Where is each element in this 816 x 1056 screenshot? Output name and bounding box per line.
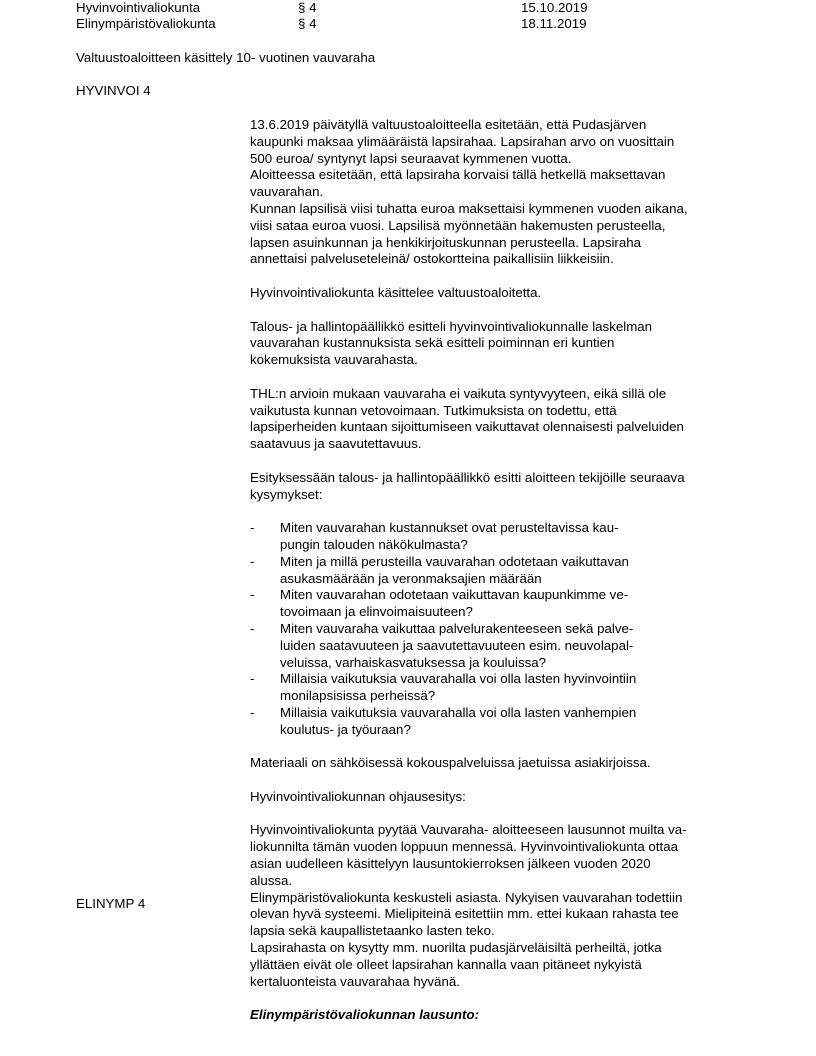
proposal-text: Hyvinvointivaliokunta pyytää Vauvaraha- aloitteeseen lausunnot muilta va- liokunnilta tämän vuoden loppuun mennessä. Hyvinvointivaliokunta ottaa asian uudelleen käsittelyyn lausuntokierroksen jälkeen vuoden 2020 alussa. [250,822,687,888]
header-body-2: Elinympäristövaliokunta [76,16,216,31]
list-item [250,554,740,588]
paragraph-calculation: Talous- ja hallintopäällikkö esitteli hyvinvointivaliokunnalle laskelman vauvarahan kustannuksista sekä esitteli poiminnan eri kuntien kokemuksista vauvarahasta. [250,318,653,368]
list-item [250,671,740,705]
bullet-dash: - [250,620,255,636]
paragraph-intro: 13.6.2019 päivätyllä valtuustoaloitteella esitetään, että Pudasjärven kaupunki maksaa ylimääräistä lapsirahaa. Lapsirahan arvo on vuosittain 500 euroa/ syntynyt lapsi seuraavat kymmenen vuotta. Aloitteessa esitetään, että lapsiraha korvaisi tällä hetkellä maksettavan vauvarahan. Kunnan lapsilisä viisi tuhatta euroa maksettaisi kymmenen vuoden aikana, viisi sataa euroa vuosi. Lapsilisä myönnetään hakemusten perusteella, lapsen asuinkunnan ja henkikirjoituskunnan perusteella. Lapsiraha annettaisi palveluseteleinä/ ostokortteina paikallisiin liikkeisiin. [250,117,688,267]
list-item [250,520,740,554]
paragraph-handling: Hyvinvointivaliokunta käsittelee valtuustoaloitetta. [250,284,542,300]
bullet-dash: - [250,520,255,536]
header-date-2: 18.11.2019 [521,16,587,31]
main-text-column [250,117,740,1024]
ref-hyvinvoi: HYVINVOI 4 [76,83,151,98]
bullet-dash: - [250,553,255,569]
bullet-dash: - [250,671,255,687]
list-item-text: Miten ja millä perusteilla vauvarahan odotetaan vaikuttavan asukasmäärään ja veronmaksajien määrään [280,553,629,586]
paragraph-materials: Materiaali on sähköisessä kokouspalveluissa jaetuissa asiakirjoissa. [250,755,651,771]
bullet-dash: - [250,704,255,720]
paragraph-thl: THL:n arvioin mukaan vauvaraha ei vaikuta syntyvyyteen, eikä sillä ole vaikutusta kunnan vetovoimaan. Tutkimuksista on todettu, että lapsiperheiden kuntaan sijoittumiseen vaikuttavat olennaisesti palveluiden saatavuus ja saavutettavuus. [250,385,684,452]
list-item [250,587,740,621]
list-item-text: Miten vauvarahan odotetaan vaikuttavan kaupunkimme ve- tovoimaan ja elinvoimaisuuteen? [280,587,629,620]
list-item-text: Miten vauvaraha vaikuttaa palvelurakenteeseen sekä palve- luiden saatavuuteen ja saavutettavuuteen esim. neuvolapal- veluissa, varhaiskasvatuksessa ja kouluissa? [280,620,634,670]
header-section-2: § 4 [298,16,317,31]
elinymp-text: Elinympäristövaliokunta keskusteli asiasta. Nykyisen vauvarahan todettiin olevan hyvä systeemi. Mielipiteinä esitettiin mm. ettei kukaan rahasta tee lapsia sekä kaupallistetaanko lasten teko. Lapsirahasta on kysytty mm. nuorilta pudasjärveläisiltä perheiltä, jotka yllättäen eivät ole olleet lapsirahan kannalla vaan pitäneet nykyistä kertaluonteista vauvarahaa hyvänä. [250,889,683,989]
proposal-heading: Hyvinvointivaliokunnan ohjausesitys: [250,788,466,804]
header-date-1: 15.10.2019 [521,0,588,15]
list-item-text: Millaisia vaikutuksia vauvarahalla voi olla lasten vanhempien koulutus- ja työuraan? [280,704,637,737]
list-item-text: Miten vauvarahan kustannukset ovat perusteltavissa kau- pungin talouden näkökulmasta? [280,520,619,552]
list-item-text: Millaisia vaikutuksia vauvarahalla voi olla lasten hyvinvointiin monilapsisissa perheissä? [280,671,637,704]
question-list [250,520,740,738]
ref-elinymp: ELINYMP 4 [76,896,146,911]
list-item [250,705,740,739]
header-body-1: Hyvinvointivaliokunta [76,0,201,15]
paragraph-questions-intro: Esityksessään talous- ja hallintopäällikkö esitti aloitteen tekijöille seuraava kysymykset: [250,469,685,502]
header-section-1: § 4 [298,0,317,15]
list-item [250,621,740,671]
document-title: Valtuustoaloitteen käsittely 10- vuotinen vauvaraha [76,50,376,65]
elinymp-statement-heading: Elinympäristövaliokunnan lausunto: [250,1007,480,1023]
bullet-dash: - [250,587,255,603]
